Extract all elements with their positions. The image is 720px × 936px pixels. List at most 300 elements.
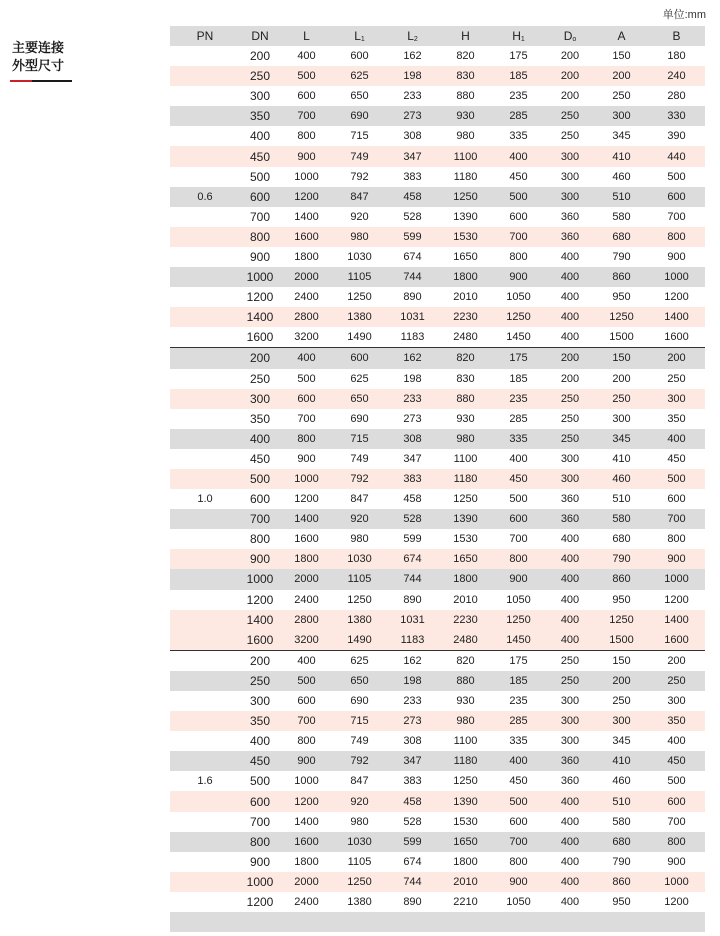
- cell-b: 500: [667, 775, 686, 788]
- cell-do: 400: [560, 533, 580, 546]
- cell-dn: 600: [249, 189, 271, 204]
- cell-a: 460: [612, 170, 631, 183]
- cell-a: 510: [612, 190, 631, 203]
- cell-l1: 847: [350, 493, 369, 506]
- cell-dn: 200: [249, 49, 271, 64]
- cell-h1: 1250: [506, 613, 531, 626]
- cell-do: 400: [560, 795, 580, 808]
- cell-h1: 235: [509, 392, 528, 405]
- cell-h1: 800: [509, 250, 528, 263]
- cell-h: 1650: [453, 250, 478, 263]
- cell-b: 1000: [664, 271, 689, 284]
- cell-h: 1530: [453, 533, 478, 546]
- cell-dn: 300: [249, 89, 271, 104]
- table-row: [170, 590, 705, 610]
- cell-dn: 1200: [246, 592, 274, 607]
- cell-do: 200: [560, 90, 580, 103]
- cell-dn: 800: [249, 229, 271, 244]
- table-row: [170, 872, 705, 892]
- table-row: [170, 671, 705, 691]
- cell-a: 1250: [609, 613, 634, 626]
- cell-l: 1000: [294, 775, 319, 788]
- cell-h: 2230: [453, 613, 478, 626]
- cell-do: 250: [560, 654, 580, 667]
- cell-l2: 528: [403, 815, 422, 828]
- cell-do: 400: [560, 815, 580, 828]
- table-row: [170, 348, 705, 368]
- cell-a: 250: [612, 90, 631, 103]
- cell-l1: 792: [350, 473, 369, 486]
- cell-l1: 1380: [347, 895, 372, 908]
- section-title: [12, 40, 72, 76]
- cell-b: 240: [667, 70, 686, 83]
- cell-dn: 350: [249, 109, 271, 124]
- table-header-row: [170, 26, 705, 46]
- cell-do: 300: [560, 452, 580, 465]
- cell-a: 680: [612, 230, 631, 243]
- cell-do: 250: [560, 674, 580, 687]
- cell-l2: 674: [403, 250, 422, 263]
- pn-group: [170, 46, 705, 348]
- cell-h1: 335: [509, 432, 528, 445]
- cell-h: 1180: [453, 755, 478, 768]
- cell-l2: 308: [403, 130, 422, 143]
- cell-do: 250: [560, 412, 580, 425]
- cell-l1: 650: [350, 674, 369, 687]
- cell-l: 1800: [294, 855, 319, 868]
- cell-l2: 347: [403, 150, 422, 163]
- cell-dn: 300: [249, 391, 271, 406]
- cell-h: 1100: [453, 452, 478, 465]
- cell-l1: 1105: [347, 573, 372, 586]
- cell-h: 930: [456, 110, 475, 123]
- cell-do: 250: [560, 432, 580, 445]
- cell-b: 200: [667, 352, 686, 365]
- cell-h: 820: [456, 654, 475, 667]
- cell-do: 300: [560, 695, 580, 708]
- cell-dn: 500: [249, 774, 271, 789]
- cell-a: 1500: [609, 633, 634, 646]
- cell-h: 1390: [453, 210, 478, 223]
- table-row: [170, 469, 705, 489]
- cell-dn: 250: [249, 69, 271, 84]
- cell-a: 410: [612, 755, 631, 768]
- table-row: [170, 46, 705, 66]
- cell-do: 400: [560, 875, 580, 888]
- cell-b: 250: [667, 372, 686, 385]
- cell-h1: 335: [509, 130, 528, 143]
- cell-l1: 625: [350, 372, 369, 385]
- cell-do: 360: [560, 230, 580, 243]
- cell-dn: 450: [249, 451, 271, 466]
- cell-l2: 162: [403, 352, 422, 365]
- cell-h1: 175: [509, 654, 528, 667]
- cell-h1: 235: [509, 695, 528, 708]
- cell-h: 1250: [453, 190, 478, 203]
- cell-l2: 162: [403, 50, 422, 63]
- cell-a: 860: [612, 573, 631, 586]
- cell-a: 580: [612, 210, 631, 223]
- cell-do: 200: [560, 70, 580, 83]
- table-row: [170, 327, 705, 347]
- cell-dn: 200: [249, 653, 271, 668]
- cell-h: 1100: [453, 150, 478, 163]
- cell-h: 1390: [453, 513, 478, 526]
- cell-dn: 350: [249, 411, 271, 426]
- cell-h: 820: [456, 50, 475, 63]
- cell-l1: 1105: [347, 855, 372, 868]
- cell-b: 1600: [664, 633, 689, 646]
- cell-dn: 1000: [246, 874, 274, 889]
- cell-l2: 744: [403, 875, 422, 888]
- cell-b: 400: [667, 432, 686, 445]
- cell-l: 800: [297, 735, 316, 748]
- pn-group: [170, 348, 705, 650]
- cell-dn: 1600: [246, 330, 274, 345]
- cell-h1: 1450: [506, 331, 531, 344]
- table-body: [170, 46, 705, 912]
- cell-dn: 800: [249, 532, 271, 547]
- cell-l: 400: [297, 50, 316, 63]
- table-row: [170, 106, 705, 126]
- cell-l2: 458: [403, 190, 422, 203]
- cell-do: 400: [560, 593, 580, 606]
- cell-l: 2000: [294, 875, 319, 888]
- cell-h1: 800: [509, 855, 528, 868]
- cell-do: 400: [560, 633, 580, 646]
- cell-b: 600: [667, 795, 686, 808]
- cell-dn: 900: [249, 249, 271, 264]
- cell-a: 300: [612, 715, 631, 728]
- cell-a: 580: [612, 513, 631, 526]
- cell-do: 360: [560, 775, 580, 788]
- cell-l: 2400: [294, 593, 319, 606]
- cell-dn: 1400: [246, 612, 274, 627]
- cell-h: 830: [456, 70, 475, 83]
- cell-l1: 600: [350, 352, 369, 365]
- cell-b: 350: [667, 412, 686, 425]
- cell-h1: 1250: [506, 311, 531, 324]
- cell-b: 450: [667, 755, 686, 768]
- cell-h1: 900: [509, 573, 528, 586]
- cell-h1: 600: [509, 513, 528, 526]
- cell-h: 2210: [453, 895, 478, 908]
- table-row: [170, 711, 705, 731]
- cell-l: 1000: [294, 170, 319, 183]
- cell-l: 700: [297, 110, 316, 123]
- table-row: [170, 307, 705, 327]
- table-row: [170, 86, 705, 106]
- cell-h1: 285: [509, 715, 528, 728]
- cell-a: 510: [612, 493, 631, 506]
- header-h1: [492, 29, 545, 43]
- cell-do: 400: [560, 835, 580, 848]
- cell-l: 1400: [294, 815, 319, 828]
- cell-h1: 900: [509, 875, 528, 888]
- table-row: [170, 529, 705, 549]
- table-row: [170, 651, 705, 671]
- cell-l: 900: [297, 150, 316, 163]
- header-h: H: [461, 29, 470, 43]
- cell-b: 900: [667, 553, 686, 566]
- cell-l1: 847: [350, 190, 369, 203]
- cell-l2: 674: [403, 855, 422, 868]
- table-row: [170, 449, 705, 469]
- cell-l1: 690: [350, 695, 369, 708]
- cell-do: 400: [560, 271, 580, 284]
- cell-l: 2000: [294, 271, 319, 284]
- cell-l1: 1250: [347, 593, 372, 606]
- cell-a: 580: [612, 815, 631, 828]
- cell-l1: 920: [350, 795, 369, 808]
- cell-b: 280: [667, 90, 686, 103]
- cell-dn: 700: [249, 512, 271, 527]
- cell-a: 150: [612, 654, 631, 667]
- cell-b: 900: [667, 855, 686, 868]
- cell-h: 1250: [453, 493, 478, 506]
- table-row: [170, 569, 705, 589]
- cell-b: 390: [667, 130, 686, 143]
- cell-dn: 1400: [246, 310, 274, 325]
- cell-b: 500: [667, 170, 686, 183]
- cell-l1: 1490: [347, 331, 372, 344]
- cell-l: 500: [297, 372, 316, 385]
- table-row: [170, 287, 705, 307]
- cell-a: 680: [612, 835, 631, 848]
- cell-l2: 890: [403, 593, 422, 606]
- cell-dn: 350: [249, 714, 271, 729]
- cell-b: 180: [667, 50, 686, 63]
- header-a: A: [617, 29, 626, 43]
- table-row: [170, 409, 705, 429]
- cell-l: 1200: [294, 493, 319, 506]
- cell-h1: 400: [509, 755, 528, 768]
- cell-do: 400: [560, 553, 580, 566]
- header-l: L: [303, 29, 310, 43]
- cell-do: 300: [560, 190, 580, 203]
- cell-dn: 1000: [246, 572, 274, 587]
- table-footer-band: [170, 912, 705, 932]
- cell-b: 250: [667, 674, 686, 687]
- cell-b: 200: [667, 654, 686, 667]
- cell-b: 700: [667, 815, 686, 828]
- cell-l: 1600: [294, 835, 319, 848]
- cell-l2: 599: [403, 230, 422, 243]
- cell-b: 440: [667, 150, 686, 163]
- cell-l2: 599: [403, 835, 422, 848]
- cell-h1: 285: [509, 412, 528, 425]
- cell-h1: 1050: [506, 593, 531, 606]
- cell-a: 790: [612, 855, 631, 868]
- cell-l1: 749: [350, 452, 369, 465]
- cell-do: 400: [560, 291, 580, 304]
- header-l2: [386, 29, 439, 43]
- cell-l2: 890: [403, 291, 422, 304]
- cell-h1: 400: [509, 452, 528, 465]
- cell-l: 3200: [294, 331, 319, 344]
- cell-l1: 920: [350, 513, 369, 526]
- cell-h: 1390: [453, 795, 478, 808]
- cell-l1: 792: [350, 755, 369, 768]
- table-row: [170, 832, 705, 852]
- header-do-base: D: [563, 29, 573, 43]
- cell-a: 860: [612, 875, 631, 888]
- cell-l2: 1031: [400, 613, 425, 626]
- cell-l2: 458: [403, 795, 422, 808]
- cell-l1: 749: [350, 150, 369, 163]
- cell-l2: 273: [403, 110, 422, 123]
- cell-a: 345: [612, 432, 631, 445]
- cell-l: 800: [297, 130, 316, 143]
- cell-l: 700: [297, 715, 316, 728]
- cell-l1: 749: [350, 735, 369, 748]
- header-do-sub: o: [572, 36, 577, 43]
- table-row: [170, 892, 705, 912]
- cell-do: 400: [560, 855, 580, 868]
- cell-h1: 1050: [506, 291, 531, 304]
- cell-dn: 700: [249, 814, 271, 829]
- table-row: [170, 812, 705, 832]
- cell-h: 1650: [453, 553, 478, 566]
- cell-h: 2230: [453, 311, 478, 324]
- cell-h: 830: [456, 372, 475, 385]
- cell-l2: 1183: [400, 633, 425, 646]
- cell-h: 1530: [453, 815, 478, 828]
- table-row: [170, 146, 705, 166]
- cell-pn: 1.0: [197, 493, 213, 506]
- cell-l1: 980: [350, 230, 369, 243]
- section-title-line1: 主要连接: [12, 41, 65, 56]
- table-row: [170, 389, 705, 409]
- cell-h1: 175: [509, 50, 528, 63]
- table-row: [170, 610, 705, 630]
- cell-dn: 400: [249, 431, 271, 446]
- cell-l: 500: [297, 674, 316, 687]
- cell-do: 300: [560, 150, 580, 163]
- cell-h: 2010: [453, 593, 478, 606]
- cell-b: 400: [667, 735, 686, 748]
- cell-l2: 1183: [400, 331, 425, 344]
- cell-l: 700: [297, 412, 316, 425]
- cell-h1: 185: [509, 674, 528, 687]
- cell-h: 930: [456, 695, 475, 708]
- cell-h1: 235: [509, 90, 528, 103]
- cell-h: 1800: [453, 573, 478, 586]
- cell-do: 360: [560, 755, 580, 768]
- cell-a: 680: [612, 533, 631, 546]
- cell-dn: 1000: [246, 270, 274, 285]
- cell-do: 400: [560, 331, 580, 344]
- unit-label: 单位:mm: [662, 9, 706, 21]
- cell-b: 700: [667, 513, 686, 526]
- cell-b: 1200: [664, 291, 689, 304]
- cell-b: 600: [667, 190, 686, 203]
- header-pn: PN: [196, 29, 214, 43]
- cell-b: 700: [667, 210, 686, 223]
- cell-do: 200: [560, 352, 580, 365]
- cell-h: 2480: [453, 633, 478, 646]
- cell-do: 300: [560, 473, 580, 486]
- dimension-table: [170, 26, 705, 932]
- table-row: [170, 429, 705, 449]
- table-row: [170, 549, 705, 569]
- cell-l1: 980: [350, 815, 369, 828]
- header-l2-base: L: [407, 29, 414, 43]
- cell-b: 1400: [664, 311, 689, 324]
- cell-b: 1600: [664, 331, 689, 344]
- cell-b: 800: [667, 230, 686, 243]
- cell-a: 790: [612, 553, 631, 566]
- cell-l2: 198: [403, 372, 422, 385]
- cell-l: 900: [297, 755, 316, 768]
- cell-dn: 1200: [246, 894, 274, 909]
- cell-b: 300: [667, 392, 686, 405]
- cell-a: 250: [612, 695, 631, 708]
- cell-h1: 185: [509, 70, 528, 83]
- cell-a: 345: [612, 130, 631, 143]
- cell-do: 200: [560, 50, 580, 63]
- cell-l1: 1030: [347, 250, 372, 263]
- cell-pn: 1.6: [197, 775, 213, 788]
- cell-h1: 335: [509, 735, 528, 748]
- cell-h1: 175: [509, 352, 528, 365]
- cell-h: 930: [456, 412, 475, 425]
- cell-l: 400: [297, 352, 316, 365]
- cell-l1: 1250: [347, 291, 372, 304]
- table-row: [170, 66, 705, 86]
- cell-a: 410: [612, 452, 631, 465]
- cell-h1: 185: [509, 372, 528, 385]
- cell-l2: 458: [403, 493, 422, 506]
- cell-a: 300: [612, 412, 631, 425]
- cell-h1: 500: [509, 493, 528, 506]
- cell-l2: 198: [403, 70, 422, 83]
- cell-l: 1800: [294, 250, 319, 263]
- cell-l2: 162: [403, 654, 422, 667]
- cell-b: 600: [667, 493, 686, 506]
- table-row: [170, 791, 705, 811]
- cell-a: 150: [612, 50, 631, 63]
- table-row: [170, 369, 705, 389]
- cell-l1: 715: [350, 432, 369, 445]
- cell-b: 350: [667, 715, 686, 728]
- cell-b: 330: [667, 110, 686, 123]
- cell-a: 510: [612, 795, 631, 808]
- cell-do: 360: [560, 513, 580, 526]
- cell-b: 800: [667, 835, 686, 848]
- table-row: [170, 751, 705, 771]
- cell-h1: 285: [509, 110, 528, 123]
- cell-l: 2400: [294, 895, 319, 908]
- cell-l: 1400: [294, 513, 319, 526]
- table-row: [170, 691, 705, 711]
- table-row: [170, 247, 705, 267]
- table-row: [170, 227, 705, 247]
- cell-dn: 900: [249, 854, 271, 869]
- cell-a: 345: [612, 735, 631, 748]
- cell-a: 460: [612, 473, 631, 486]
- cell-h1: 450: [509, 473, 528, 486]
- cell-a: 460: [612, 775, 631, 788]
- table-row: [170, 731, 705, 751]
- cell-dn: 1600: [246, 632, 274, 647]
- cell-dn: 400: [249, 129, 271, 144]
- cell-dn: 500: [249, 472, 271, 487]
- cell-a: 1500: [609, 331, 634, 344]
- cell-b: 450: [667, 452, 686, 465]
- cell-l: 800: [297, 432, 316, 445]
- cell-dn: 900: [249, 552, 271, 567]
